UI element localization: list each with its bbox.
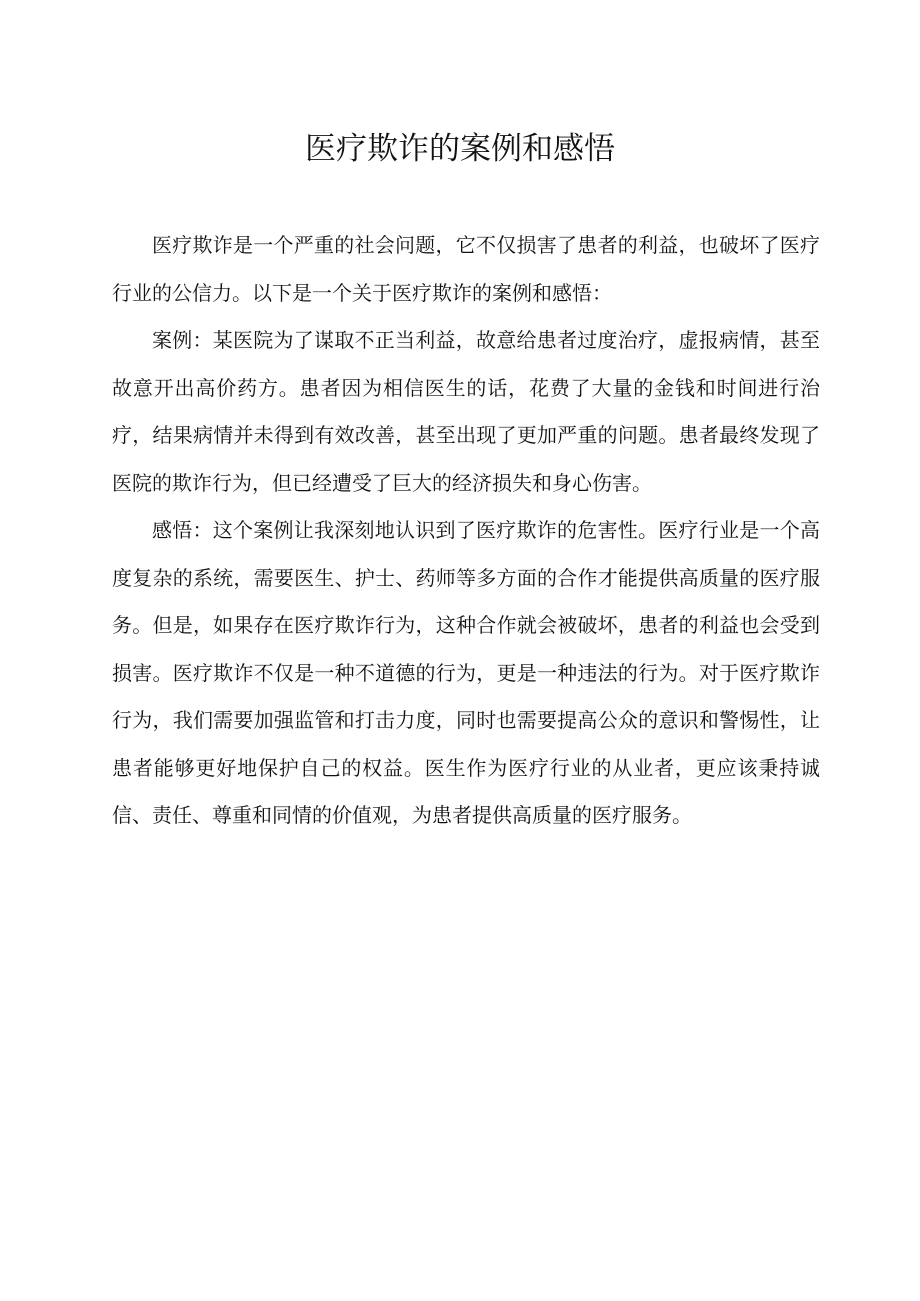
document-title: 医疗欺诈的案例和感悟 bbox=[305, 131, 615, 167]
intro-paragraph: 医疗欺诈是一个严重的社会问题，它不仅损害了患者的利益，也破坏了医疗行业的公信力。以下是一个关于医疗欺诈的案例和感悟： bbox=[112, 233, 820, 305]
reflection-paragraph: 感悟：这个案例让我深刻地认识到了医疗欺诈的危害性。医疗行业是一个高度复杂的系统，需要医生、护士、药师等多方面的合作才能提供高质量的医疗服务。但是，如果存在医疗欺诈行为，这种合作就会被破坏，患者的利益也会受到损害。医疗欺诈不仅是一种不道德的行为，更是一种违法的行为。对于医疗欺诈行为，我们需要加强监管和打击力度，同时也需要提高公众的意识和警惕性，让患者能够更好地保护自己的权益。医生作为医疗行业的从业者，更应该秉持诚信、责任、尊重和同情的价值观，为患者提供高质量的医疗服务。 bbox=[112, 518, 820, 827]
document-body bbox=[112, 222, 820, 840]
case-paragraph: 案例：某医院为了谋取不正当利益，故意给患者过度治疗，虚报病情，甚至故意开出高价药方。患者因为相信医生的话，花费了大量的金钱和时间进行治疗，结果病情并未得到有效改善，甚至出现了更加严重的问题。患者最终发现了医院的欺诈行为，但已经遭受了巨大的经济损失和身心伤害。 bbox=[112, 328, 820, 495]
